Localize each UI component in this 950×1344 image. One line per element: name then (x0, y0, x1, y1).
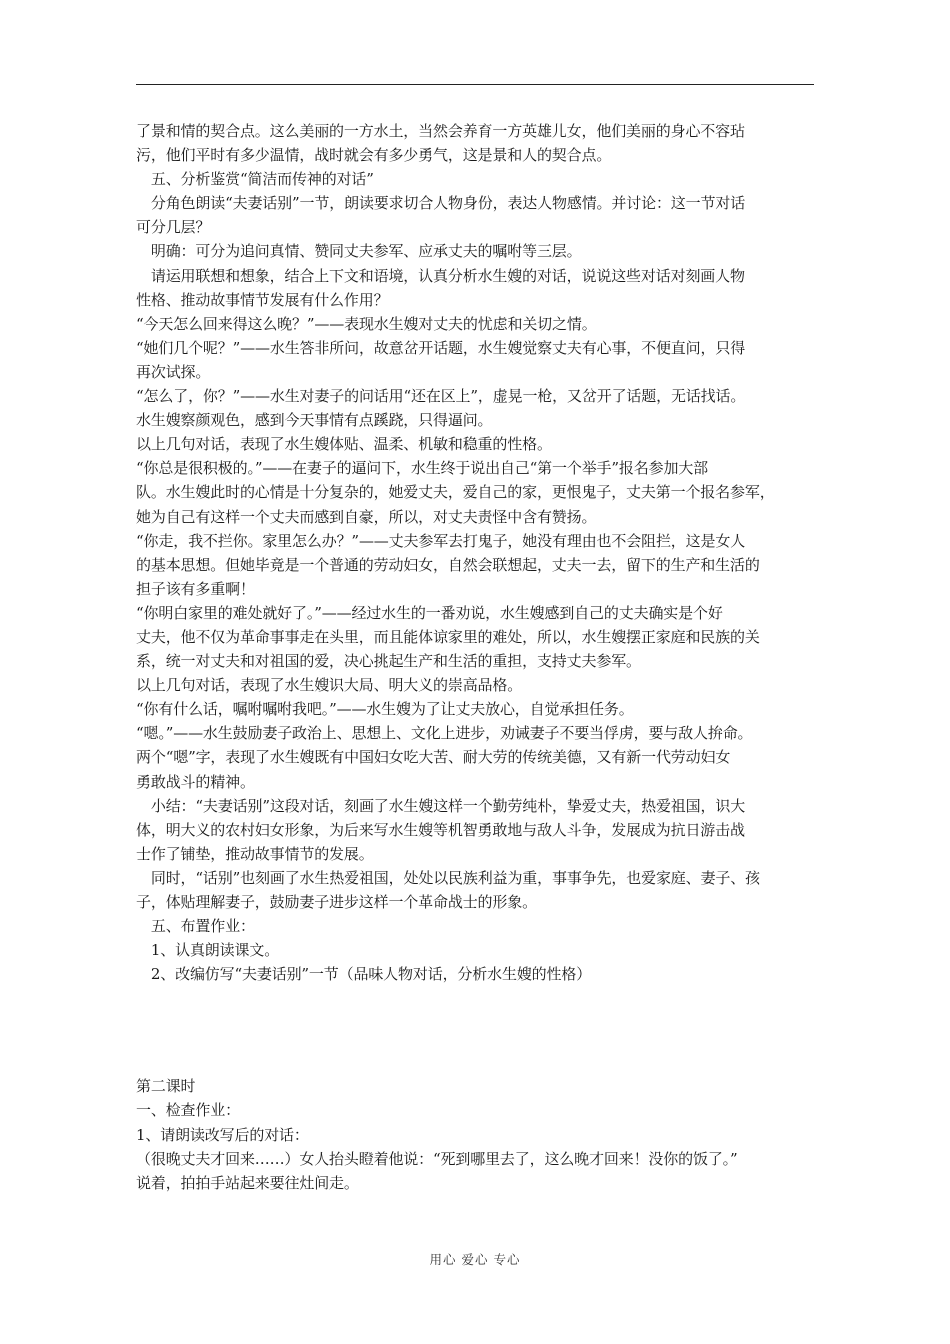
spacer (136, 986, 826, 1074)
text-line: 勇敢战斗的精神。 (136, 772, 255, 791)
text-line: （很晚丈夫才回来……）女人抬头瞪着他说：“死到哪里去了，这么晚才回来！没你的饭了。” (136, 1149, 738, 1168)
text-line: 以上几句对话，表现了水生嫂识大局、明大义的崇高品格。 (136, 676, 523, 695)
section-heading: 五、分析鉴赏“简洁而传神的对话” (136, 170, 374, 189)
text-line: 分角色朗读“夫妻话别”一节，朗读要求切合人物身份，表达人物感情。并讨论：这一节对话 (136, 194, 746, 213)
list-item: 1、请朗读改写后的对话： (136, 1125, 309, 1144)
text-line: 请运用联想和想象，结合上下文和语境，认真分析水生嫂的对话，说说这些对话对刻画人物 (136, 266, 745, 285)
text-line: “怎么了，你？”——水生对妻子的问话用“还在区上”，虚晃一枪，又岔开了话题，无话找话。 (136, 387, 746, 406)
text-line: 以上几句对话，表现了水生嫂体贴、温柔、机敏和稳重的性格。 (136, 435, 552, 454)
text-line: 体，明大义的农村妇女形象，为后来写水生嫂等机智勇敢地与敌人斗争，发展成为抗日游击战 (136, 820, 745, 839)
text-line: 再次试探。 (136, 362, 211, 381)
text-line: 两个“嗯”字，表现了水生嫂既有中国妇女吃大苦、耐大劳的传统美德，又有新一代劳动妇女 (136, 748, 731, 767)
text-line: 可分几层？ (136, 218, 211, 237)
list-item: 1、认真朗读课文。 (136, 941, 280, 960)
text-line: 担子该有多重啊！ (136, 579, 255, 598)
page-footer: 用心 爱心 专心 (429, 1252, 521, 1267)
text-line: “她们几个呢？”——水生答非所问，故意岔开话题，水生嫂觉察丈夫有心事，不便直问，只得 (136, 338, 746, 357)
text-line: 水生嫂察颜观色，感到今天事情有点蹊跷，只得逼问。 (136, 411, 493, 430)
text-line: “今天怎么回来得这么晚？”——表现水生嫂对丈夫的忧虑和关切之情。 (136, 314, 597, 333)
text-line: 丈夫，他不仅为革命事事走在头里，而且能体谅家里的难处，所以，水生嫂摆正家庭和民族的关 (136, 627, 760, 646)
text-line: “你走，我不拦你。家里怎么办？”——丈夫参军去打鬼子，她没有理由也不会阻拦，这是女人 (136, 531, 746, 550)
text-line: 小结：“夫妻话别”这段对话，刻画了水生嫂这样一个勤劳纯朴，挚爱丈夫，热爱祖国，识大 (136, 796, 746, 815)
section-heading: 五、布置作业： (136, 917, 255, 936)
text-line: 士作了铺垫，推动故事情节的发展。 (136, 844, 374, 863)
text-line: 性格、推动故事情节发展有什么作用？ (136, 290, 389, 309)
text-line: 队。水生嫂此时的心情是十分复杂的，她爱丈夫，爱自己的家，更恨鬼子，丈夫第一个报名参军， (136, 483, 775, 502)
lesson-heading: 第二课时 (136, 1077, 196, 1096)
list-item: 2、改编仿写“夫妻话别”一节（品味人物对话，分析水生嫂的性格） (136, 965, 592, 984)
text-line: “你总是很积极的。”——在妻子的逼问下，水生终于说出自己“第一个举手”报名参加大部 (136, 459, 709, 478)
text-line: 系，统一对丈夫和对祖国的爱，决心挑起生产和生活的重担，支持丈夫参军。 (136, 652, 641, 671)
text-line: 污，他们平时有多少温情，战时就会有多少勇气，这是景和人的契合点。 (136, 146, 612, 165)
document-body (136, 119, 826, 1195)
text-line: 同时，“话别”也刻画了水生热爱祖国，处处以民族利益为重，事事争先，也爱家庭、妻子、孩 (136, 868, 760, 887)
text-line: 她为自己有这样一个丈夫而感到自豪，所以，对丈夫责怪中含有赞扬。 (136, 507, 597, 526)
text-line: 的基本思想。但她毕竟是一个普通的劳动妇女，自然会联想起，丈夫一去，留下的生产和生活的 (136, 555, 760, 574)
header-rule (136, 84, 814, 85)
text-line: “你明白家里的难处就好了。”——经过水生的一番劝说，水生嫂感到自己的丈夫确实是个好 (136, 603, 723, 622)
text-line: 说着，拍拍手站起来要往灶间走。 (136, 1173, 359, 1192)
text-line: 了景和情的契合点。这么美丽的一方水土，当然会养育一方英雄儿女，他们美丽的身心不容玷 (136, 122, 745, 140)
text-line: “嗯。”——水生鼓励妻子政治上、思想上、文化上进步，劝诫妻子不要当俘虏，要与敌人拚命。 (136, 724, 753, 743)
text-line: 明确：可分为追问真情、赞同丈夫参军、应承丈夫的嘱咐等三层。 (136, 242, 582, 261)
text-line: 子，体贴理解妻子，鼓励妻子进步这样一个革命战士的形象。 (136, 893, 537, 911)
text-line: “你有什么话，嘱咐嘱咐我吧。”——水生嫂为了让丈夫放心，自觉承担任务。 (136, 700, 634, 719)
section-heading: 一、检查作业： (136, 1101, 240, 1120)
